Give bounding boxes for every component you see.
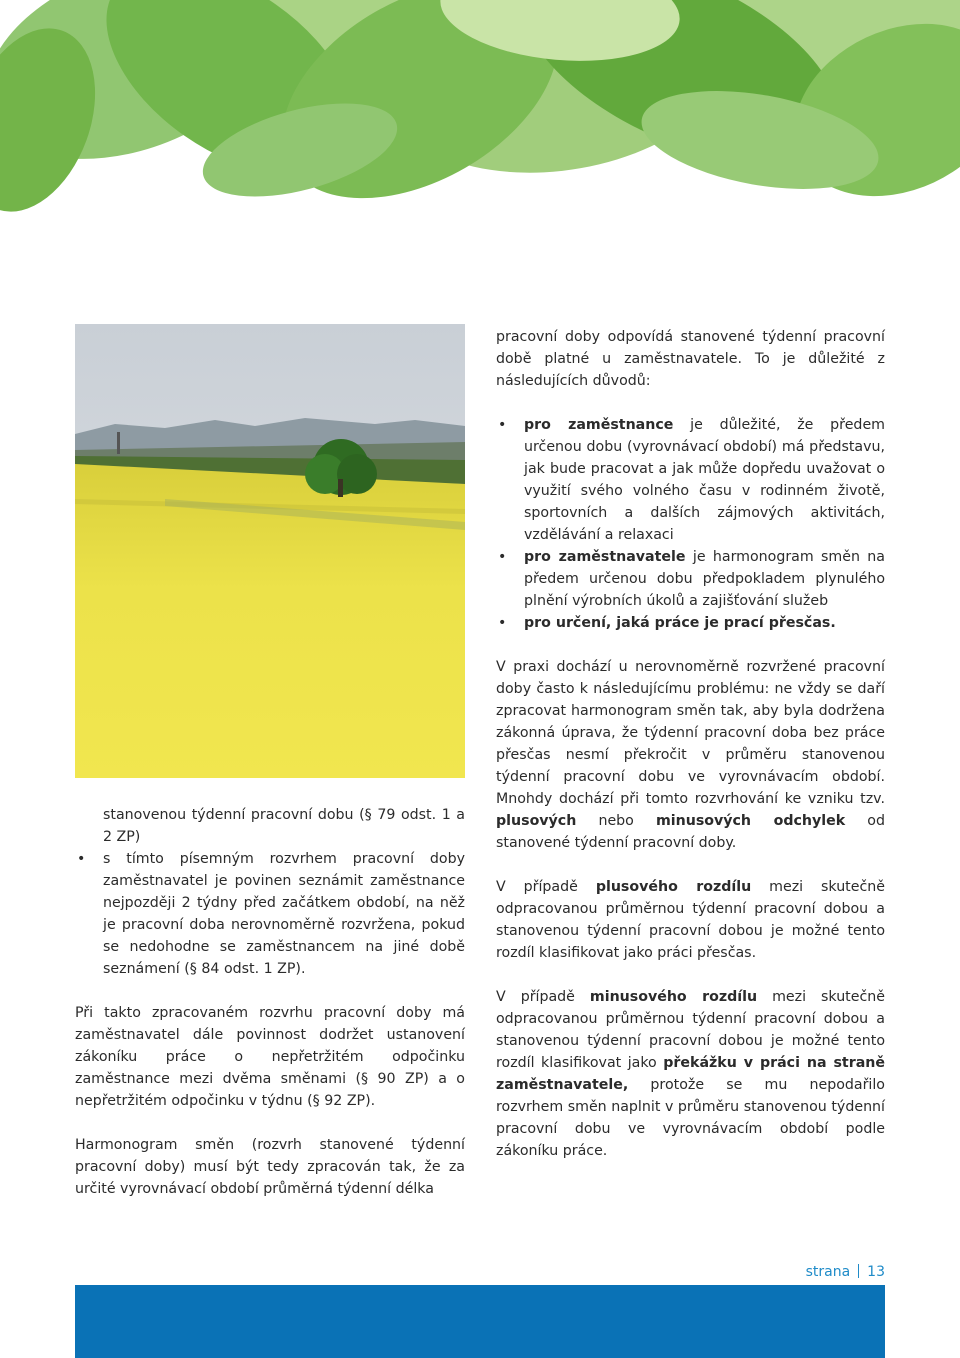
list-item-text: je důležité, že předem určenou dobu (vyrovnávací období) má představu, jak bude pracovat a jak může dopředu uvažovat o využití svého volného času v rodinném životě, sportovních a dalších zájmových aktivitách, vzdělávání a relaxaci (524, 417, 885, 543)
bullet-icon: • (77, 851, 86, 867)
list-item (496, 612, 885, 634)
text-run: mezi skutečně odpracovanou průměrnou týdenní pracovní dobou a stanovenou týdenní pracovní dobou je možné tento rozdíl klasifikovat jako (496, 989, 885, 1071)
text-run: nebo (576, 813, 656, 829)
list-item-text: s tímto písemným rozvrhem pracovní doby zaměstnavatel je povinen seznámit zaměstnance nejpozději 2 týdny před začátkem období, na něž je pracovní doba nerovnoměrně rozvržena, pokud se nedohodne se zaměstnancem na jiné době seznámení (§ 84 odst. 1 ZP). (103, 851, 465, 977)
list-item-text: je harmonogram směn na předem určenou dobu předpokladem plynulého plnění výrobních úkolů a zajišťování služeb (524, 549, 885, 609)
text-run: mezi skutečně odpracovanou průměrnou týdenní pracovní dobou a stanovenou týdenní pracovní dobou je možné tento rozdíl klasifikovat jako práci přesčas. (496, 879, 885, 961)
rapeseed-field-photo (75, 324, 465, 778)
bold-run: plusových (496, 813, 577, 829)
bold-run: minusového rozdílu (589, 989, 758, 1005)
right-text-column (496, 326, 885, 1184)
paragraph (496, 876, 885, 964)
left-bullet-list (75, 848, 465, 980)
footer-bar (75, 1285, 885, 1358)
text-run: V případě (496, 989, 590, 1005)
list-item (496, 414, 885, 546)
bullet-icon: • (498, 417, 507, 433)
left-text-column (75, 804, 465, 1222)
list-item-bold: pro zaměstnance (524, 417, 674, 433)
text-run: V praxi dochází u nerovnoměrně rozvržené pracovní doby často k následujícímu problému: ne vždy se daří zpracovat harmonogram směn tak, aby byla dodržena zákonná úprava, že týdenní pracovní doba bez práce přesčas nesmí překročit v průměru stanovenou týdenní pracovní dobu ve vyrovnávacím období. Mnohdy dochází při tomto rozvrhování ke vzniku tzv. (496, 659, 885, 807)
list-item-bold: pro zaměstnavatele (524, 549, 686, 565)
leaf-header-decoration (0, 0, 960, 215)
bold-run: překážku v práci na straně zaměstnavatele, (496, 1055, 885, 1093)
page-number (806, 1264, 885, 1280)
paragraph (496, 656, 885, 854)
bullet-icon: • (498, 549, 507, 565)
right-bullet-list (496, 414, 885, 634)
list-item-bold: pro určení, jaká práce je prací přesčas. (524, 615, 836, 631)
list-item (496, 546, 885, 612)
page-number-value: 13 (867, 1264, 885, 1280)
text-run: protože se mu nepodařilo rozvrhem směn naplnit v průměru stanovenou týdenní pracovní dobu ve vyrovnávacím období podle zákoníku práce. (496, 1077, 885, 1159)
bullet-continuation: stanovenou týdenní pracovní dobu (§ 79 odst. 1 a 2 ZP) (103, 807, 465, 845)
bold-run: minusových odchylek (655, 813, 846, 829)
paragraph: Harmonogram směn (rozvrh stanovené týdenní pracovní doby) musí být tedy zpracován tak, že za určité vyrovnávací období průměrná týdenní délka (75, 1137, 465, 1197)
list-item (75, 848, 465, 980)
separator (858, 1264, 859, 1278)
page-label: strana (805, 1264, 851, 1280)
text-run: od stanovené týdenní pracovní doby. (496, 813, 885, 851)
paragraph: pracovní doby odpovídá stanovené týdenní pracovní době platné u zaměstnavatele. To je důležité z následujících důvodů: (496, 329, 885, 389)
bold-run: plusového rozdílu (595, 879, 752, 895)
paragraph (496, 986, 885, 1162)
paragraph: Při takto zpracovaném rozvrhu pracovní doby má zaměstnavatel dále povinnost dodržet ustanovení zákoníku práce o nepřetržitém odpočinku zaměstnance mezi dvěma směnami (§ 90 ZP) a o nepřetržitém odpočinku v týdnu (§ 92 ZP). (75, 1005, 465, 1109)
text-run: V případě (496, 879, 596, 895)
bullet-icon: • (498, 615, 507, 631)
